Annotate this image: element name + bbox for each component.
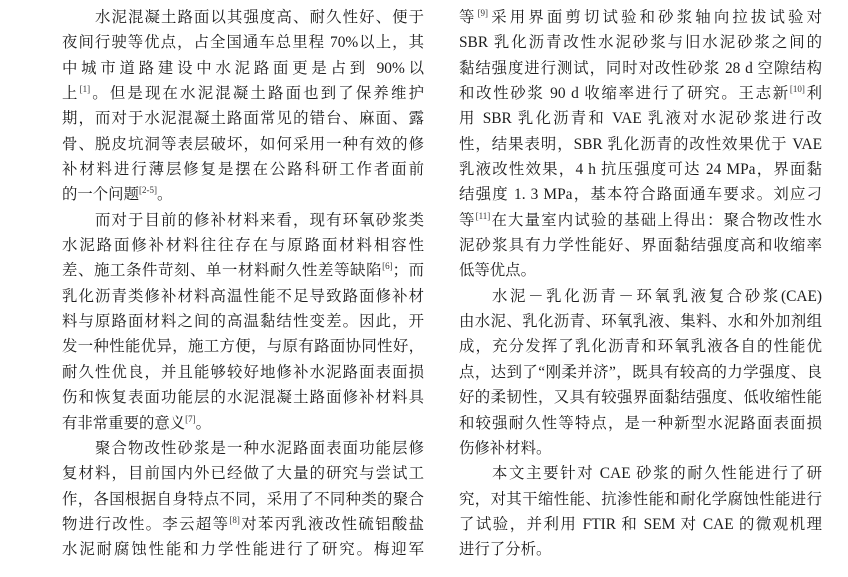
text-line xyxy=(459,360,822,385)
text-segment: 对苯丙乳液改性硫铝酸盐 xyxy=(239,515,424,533)
text-segment: 。 xyxy=(156,186,173,204)
text-line xyxy=(62,233,424,258)
text-line xyxy=(459,106,822,131)
text-line xyxy=(62,208,424,233)
text-line xyxy=(459,182,822,207)
text-line xyxy=(459,461,822,486)
text-segment: 和改性砂浆 90 d 收缩率进行了研究。王志新 xyxy=(459,85,790,103)
text-segment: 了试验，并利用 FTIR 和 SEM 对 CAE 的微观机理 xyxy=(459,515,822,533)
text-line xyxy=(459,436,822,461)
text-line xyxy=(459,309,822,334)
paragraph xyxy=(62,208,424,436)
text-line xyxy=(62,56,424,81)
text-segment: 黏结强度进行测试，同时对改性砂浆 28 d 空隙结构 xyxy=(459,59,822,77)
text-segment: 结强度 1. 3 MPa，基本符合路面通车要求。刘应刁 xyxy=(459,186,822,204)
text-segment: 等 xyxy=(459,9,478,26)
text-segment: 耐久性优良，并且能够较好地修补水泥路面表面损 xyxy=(62,363,424,381)
text-line xyxy=(459,81,822,106)
text-line xyxy=(62,30,424,55)
text-line xyxy=(62,106,424,131)
text-line xyxy=(459,487,822,512)
text-segment: 用 SBR 乳化沥青和 VAE 乳液对水泥砂浆进行改 xyxy=(459,110,822,128)
text-segment: 成，充分发挥了乳化沥青和环氧乳液各自的性能优 xyxy=(459,338,822,356)
text-segment: 差、施工条件苛刻、单一材料耐久性差等缺陷 xyxy=(62,262,383,280)
text-line xyxy=(62,157,424,182)
paragraph xyxy=(62,436,424,563)
text-segment: 中城市道路建设中水泥路面更是占到 90%以 xyxy=(62,59,424,77)
text-segment: 有非常重要的意义 xyxy=(62,414,186,432)
text-segment: 的一个问题 xyxy=(62,186,139,204)
text-segment: 乳化沥青类修补材料高温性能不足导致路面修补材 xyxy=(62,287,424,305)
text-segment: 性，结果表明，SBR 乳化沥青的改性效果优于 VAE xyxy=(459,135,822,153)
text-segment: 等 xyxy=(459,211,476,229)
left-column xyxy=(62,5,424,563)
text-segment: 本文主要针对 CAE 砂浆的耐久性能进行了研 xyxy=(492,465,822,483)
text-line xyxy=(62,436,424,461)
text-segment: 由水泥、乳化沥青、环氧乳液、集料、水和外加剂组 xyxy=(459,313,822,331)
text-segment: 低等优点。 xyxy=(459,262,536,280)
text-segment: SBR 乳化沥青改性水泥砂浆与旧水泥砂浆之间的 xyxy=(459,34,822,52)
text-line xyxy=(62,487,424,512)
text-segment: 点，达到了“刚柔并济”，既具有较高的力学强度、良 xyxy=(459,363,822,381)
paragraph xyxy=(459,5,822,284)
text-line xyxy=(62,334,424,359)
text-line xyxy=(62,182,424,207)
text-segment: 采用界面剪切试验和砂浆轴向拉拔试验对 xyxy=(488,9,822,26)
text-segment: 。 xyxy=(195,414,212,432)
text-segment: 和较强耐久性等特点，是一种新型水泥路面表面损 xyxy=(459,414,822,432)
text-line xyxy=(459,537,822,562)
citation-marker: [6] xyxy=(382,261,393,272)
text-line xyxy=(459,411,822,436)
text-line xyxy=(459,334,822,359)
text-line xyxy=(62,258,424,283)
citation-marker: [2-5] xyxy=(138,185,157,196)
paragraph xyxy=(459,461,822,562)
text-line xyxy=(62,81,424,106)
text-segment: 水泥－乳化沥青－环氧乳液复合砂浆(CAE) xyxy=(492,287,822,305)
text-segment: 伤修补材料。 xyxy=(459,439,552,457)
text-segment: 上 xyxy=(62,85,80,103)
text-line xyxy=(62,512,424,537)
text-line xyxy=(62,309,424,334)
text-line xyxy=(62,385,424,410)
text-segment: 骨、脱皮坑洞等表层破坏，如何采用一种有效的修 xyxy=(62,135,424,153)
text-segment: 夜间行驶等优点，占全国通车总里程 70%以上，其 xyxy=(62,34,424,52)
text-segment: 在大量室内试验的基础上得出：聚合物改性水 xyxy=(490,211,822,229)
text-segment: 补材料进行薄层修复是摆在公路科研工作者面前 xyxy=(62,161,424,179)
text-line xyxy=(459,385,822,410)
citation-marker: [11] xyxy=(475,210,491,221)
text-line xyxy=(459,5,822,30)
text-segment: 利 xyxy=(804,85,822,103)
text-line xyxy=(62,360,424,385)
paragraph xyxy=(459,284,822,461)
text-line xyxy=(459,284,822,309)
text-line xyxy=(459,132,822,157)
text-segment: 。但是现在水泥混凝土路面也到了保养维护 xyxy=(90,85,424,103)
text-segment: 复材料，目前国内外已经做了大量的研究与尝试工 xyxy=(62,465,424,483)
text-segment: 究，对其干缩性能、抗渗性能和耐化学腐蚀性能进行 xyxy=(459,490,822,508)
citation-marker: [8] xyxy=(229,514,240,525)
text-line xyxy=(62,132,424,157)
citation-marker: [1] xyxy=(79,84,91,95)
text-segment: 泥砂浆具有力学性能好、界面黏结强度高和收缩率 xyxy=(459,237,822,255)
text-segment: 乳液改性效果，4 h 抗压强度可达 24 MPa，界面黏 xyxy=(459,161,822,179)
text-segment: 发一种性能优异，施工方便，与原有路面协同性好， xyxy=(62,338,424,356)
text-line xyxy=(459,30,822,55)
text-line xyxy=(62,5,424,30)
text-line xyxy=(459,512,822,537)
text-segment: 水泥混凝土路面以其强度高、耐久性好、便于 xyxy=(95,9,424,26)
text-segment: 伤和恢复表面功能层的水泥混凝土路面修补材料具 xyxy=(62,389,424,407)
text-segment: 而对于目前的修补材料来看，现有环氧砂浆类 xyxy=(95,211,424,229)
text-line xyxy=(62,411,424,436)
text-segment: 作，各国根据自身特点不同，采用了不同种类的聚合 xyxy=(62,490,424,508)
text-line xyxy=(62,461,424,486)
paragraph xyxy=(62,5,424,208)
text-segment: ；而 xyxy=(392,262,424,280)
text-segment: 料与原路面材料之间的高温黏结性变差。因此，开 xyxy=(62,313,424,331)
citation-marker: [9] xyxy=(477,8,489,18)
text-segment: 聚合物改性砂浆是一种水泥路面表面功能层修 xyxy=(95,439,424,457)
right-column xyxy=(459,5,822,563)
text-segment: 物进行改性。李云超等 xyxy=(62,515,230,533)
text-segment: 进行了分析。 xyxy=(459,541,552,559)
citation-marker: [10] xyxy=(789,84,805,95)
text-segment: 水泥路面修补材料往往存在与原路面材料相容性 xyxy=(62,237,424,255)
text-line xyxy=(459,157,822,182)
text-segment: 好的柔韧性，又具有较强界面黏结强度、低收缩性能 xyxy=(459,389,822,407)
citation-marker: [7] xyxy=(185,413,196,424)
text-line xyxy=(459,56,822,81)
text-line xyxy=(459,258,822,283)
text-line xyxy=(62,537,424,562)
text-segment: 水泥耐腐蚀性能和力学性能进行了研究。梅迎军 xyxy=(62,541,424,559)
text-line xyxy=(459,233,822,258)
text-line xyxy=(62,284,424,309)
text-line xyxy=(459,208,822,233)
text-segment: 期，而对于水泥混凝土路面常见的错台、麻面、露 xyxy=(62,110,424,128)
